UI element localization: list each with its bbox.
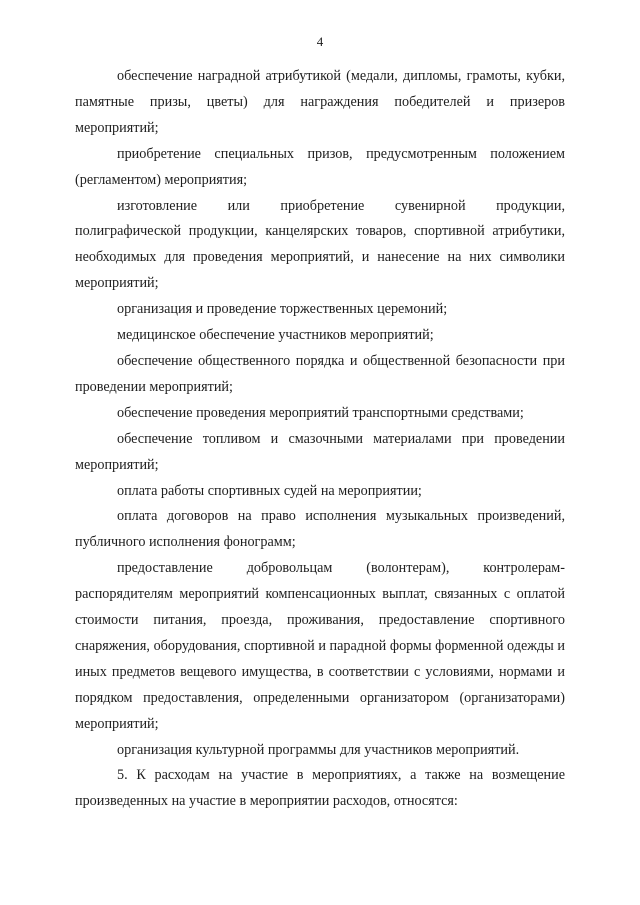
paragraph-section-5: 5. К расходам на участие в мероприятиях, а также на возмещение произведенных на участие в мероприятии расходов, относятся:	[75, 767, 565, 810]
paragraph-cultural-program: организация культурной программы для участников мероприятий.	[117, 741, 520, 758]
paragraph-medical-support: медицинское обеспечение участников мероприятий;	[117, 327, 434, 344]
paragraph-volunteer-compensation: предоставление добровольцам (волонтерам), контролерам-распорядителям мероприятий компенсационных выплат, связанных с оплатой стоимости питания, проезда, проживания, предоставление спортивного снаряжения, оборудования, спортивной и парадной формы форменной одежды и иных предметов вещевого имущества, в соответствии с условиями, нормами и порядком предоставления, определенными организатором (организаторами) мероприятий;	[75, 560, 565, 732]
paragraph-award-attributes: обеспечение наградной атрибутикой (медали, дипломы, грамоты, кубки, памятные призы, цветы) для награждения победителей и призеров мероприятий;	[75, 68, 565, 136]
paragraph-souvenir-products: изготовление или приобретение сувенирной продукции, полиграфической продукции, канцелярских товаров, спортивной атрибутики, необходимых для проведения мероприятий, и нанесение на них символики мероприятий;	[75, 197, 565, 292]
paragraph-transport: обеспечение проведения мероприятий транспортными средствами;	[117, 404, 524, 421]
paragraph-public-order: обеспечение общественного порядка и общественной безопасности при проведении мероприятий;	[75, 352, 565, 395]
paragraph-ceremonies: организация и проведение торжественных церемоний;	[117, 301, 448, 318]
paragraph-referees: оплата работы спортивных судей на мероприятии;	[117, 482, 422, 499]
paragraph-fuel: обеспечение топливом и смазочными материалами при проведении мероприятий;	[75, 430, 565, 473]
paragraph-music-rights: оплата договоров на право исполнения музыкальных произведений, публичного исполнения фонограмм;	[75, 508, 565, 551]
page-number: 4	[316, 34, 324, 49]
paragraph-special-prizes: приобретение специальных призов, предусмотренным положением (регламентом) мероприятия;	[75, 145, 565, 188]
document-body	[75, 64, 565, 815]
